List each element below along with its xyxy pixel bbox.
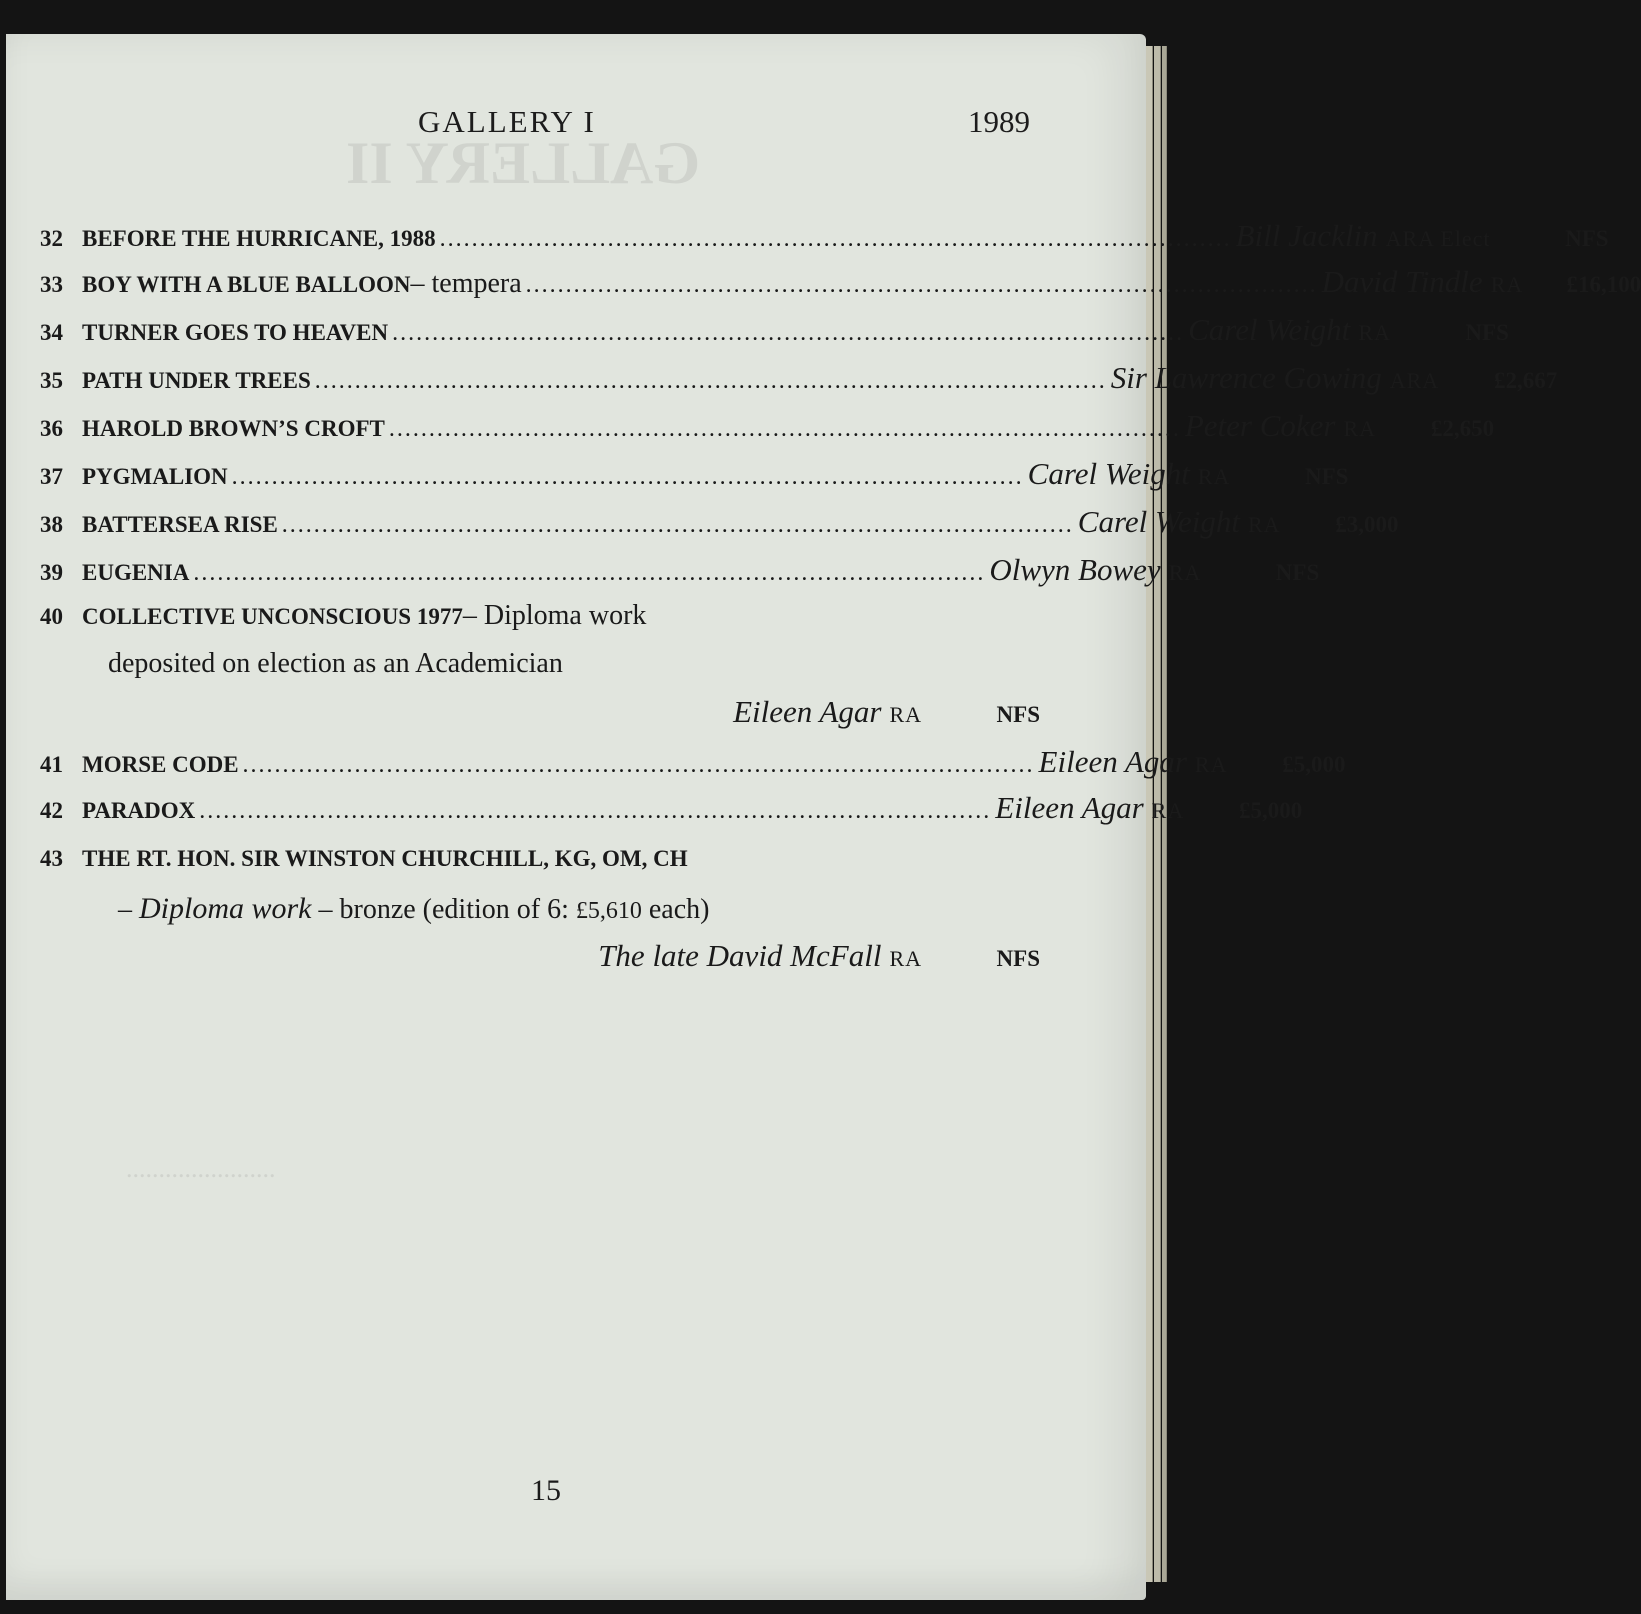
- entry-title: PYGMALION: [82, 464, 228, 489]
- entry-row: [40, 408, 1495, 452]
- entry-artist: Carel Weight: [1027, 456, 1190, 491]
- entry-price: £5,000: [1282, 752, 1346, 777]
- entry-artist: Olwyn Bowey: [989, 552, 1161, 587]
- entry-artist: Eileen Agar: [995, 790, 1144, 825]
- catalogue-page: [6, 34, 1641, 1600]
- leader-dots: ...................................................................................................: [525, 272, 1318, 298]
- page-number: 15: [531, 1474, 561, 1507]
- entry-rank: RA: [889, 702, 922, 727]
- entry-number: 40: [40, 604, 63, 629]
- entry-price: £16,100: [1566, 272, 1641, 297]
- entry-note: deposited on election as an Academician: [108, 648, 563, 679]
- entry-row: [40, 218, 1609, 262]
- entry-rank: RA: [1358, 320, 1391, 345]
- entry-title: BOY WITH A BLUE BALLOON: [82, 272, 411, 297]
- entry-row: [40, 846, 1040, 890]
- entry-price: £3,000: [1335, 512, 1399, 537]
- entry-row: [40, 600, 1040, 644]
- entry-number: 32: [40, 226, 63, 251]
- leader-dots: ...................................................................................................: [281, 512, 1074, 538]
- entry-price: NFS: [1465, 320, 1509, 345]
- entry-row: [40, 504, 1399, 548]
- entry-medium: – tempera: [410, 268, 522, 299]
- entry-number: 35: [40, 368, 63, 393]
- entry-number: 43: [40, 846, 63, 871]
- entry-artist: Carel Weight: [1077, 504, 1240, 539]
- entry-rank: ARA Elect: [1385, 226, 1491, 251]
- entry-number: 36: [40, 416, 63, 441]
- entry-title: TURNER GOES TO HEAVEN: [82, 320, 389, 345]
- entry-artist: David Tindle: [1321, 264, 1483, 299]
- entry-row: [40, 312, 1509, 356]
- entry-rank: RA: [1197, 464, 1231, 489]
- edition-price: £5,610: [575, 898, 642, 924]
- medium-text: – bronze (edition of 6:: [311, 894, 576, 925]
- entry-number: 38: [40, 512, 63, 537]
- show-through-text: .......................: [126, 1154, 276, 1183]
- entry-rank: RA: [1247, 512, 1281, 537]
- entry-number: 42: [40, 798, 63, 823]
- entry-rank: RA: [889, 946, 922, 971]
- entry-artist: Peter Coker: [1184, 408, 1336, 443]
- page-header: [6, 104, 1146, 154]
- catalogue-year: 1989: [968, 104, 1030, 139]
- diploma-label: Diploma work: [139, 892, 312, 925]
- entry-rank: RA: [1168, 560, 1202, 585]
- entry-artist: The late David McFall: [598, 938, 882, 973]
- leader-dots: ...................................................................................................: [388, 416, 1181, 442]
- leader-dots: ...................................................................................................: [193, 560, 986, 586]
- entry-title: PATH UNDER TREES: [82, 368, 311, 393]
- entry-rank: ARA: [1389, 368, 1440, 393]
- entry-title: EUGENIA: [82, 560, 190, 585]
- leader-dots: ...................................................................................................: [314, 368, 1107, 394]
- entry-title: BATTERSEA RISE: [82, 512, 278, 537]
- entry-rank: RA: [1343, 416, 1377, 441]
- entry-row: [40, 360, 1558, 404]
- entry-artist: Eileen Agar: [1038, 744, 1187, 779]
- entry-price: £5,000: [1238, 798, 1303, 823]
- entry-title: HAROLD BROWN’S CROFT: [82, 416, 385, 441]
- entry-number: 39: [40, 560, 63, 585]
- entry-row: [40, 552, 1320, 596]
- entry-note: [118, 892, 709, 926]
- entry-medium: – Diploma work: [462, 600, 647, 631]
- entry-attribution: [40, 938, 1040, 982]
- entry-number: 37: [40, 464, 63, 489]
- leader-dots: ...................................................................................................: [242, 752, 1035, 778]
- entry-price: NFS: [996, 946, 1040, 971]
- entry-number: 41: [40, 752, 63, 777]
- leader-dots: ...................................................................................................: [199, 798, 992, 824]
- entry-row: [40, 744, 1346, 788]
- entry-title: THE RT. HON. SIR WINSTON CHURCHILL, KG, OM, CH: [82, 846, 688, 871]
- leader-dots: ...................................................................................................: [392, 320, 1185, 346]
- entry-title: MORSE CODE: [82, 752, 239, 777]
- dash: –: [118, 894, 139, 925]
- entry-title: PARADOX: [82, 798, 196, 823]
- entry-number: 34: [40, 320, 63, 345]
- entry-rank: RA: [1151, 798, 1185, 823]
- entry-attribution: [40, 694, 1040, 738]
- entry-rank: RA: [1490, 272, 1524, 297]
- entry-number: 33: [40, 272, 63, 297]
- show-through-text: GALLERY II: [346, 130, 701, 196]
- entry-row: [40, 456, 1349, 500]
- entry-artist: Bill Jacklin: [1235, 218, 1378, 253]
- entry-artist: Eileen Agar: [733, 694, 882, 729]
- entry-price: NFS: [1275, 560, 1320, 585]
- entry-title: BEFORE THE HURRICANE, 1988: [82, 226, 436, 251]
- entry-price: NFS: [1304, 464, 1349, 489]
- entry-row: [40, 264, 1641, 308]
- leader-dots: ...................................................................................................: [439, 226, 1232, 252]
- entry-artist: Carel Weight: [1188, 312, 1351, 347]
- edition-suffix: each): [641, 894, 710, 925]
- entry-price: £2,650: [1430, 416, 1495, 441]
- entry-rank: RA: [1194, 752, 1228, 777]
- entry-row: [40, 790, 1303, 834]
- entry-price: NFS: [1565, 226, 1609, 251]
- leader-dots: ...................................................................................................: [231, 464, 1024, 490]
- entry-artist: Sir Lawrence Gowing: [1110, 360, 1382, 395]
- gallery-title: GALLERY I: [418, 104, 596, 139]
- entry-price: NFS: [996, 702, 1040, 727]
- entry-price: £2,667: [1493, 368, 1558, 393]
- entry-title: COLLECTIVE UNCONSCIOUS 1977: [82, 604, 463, 629]
